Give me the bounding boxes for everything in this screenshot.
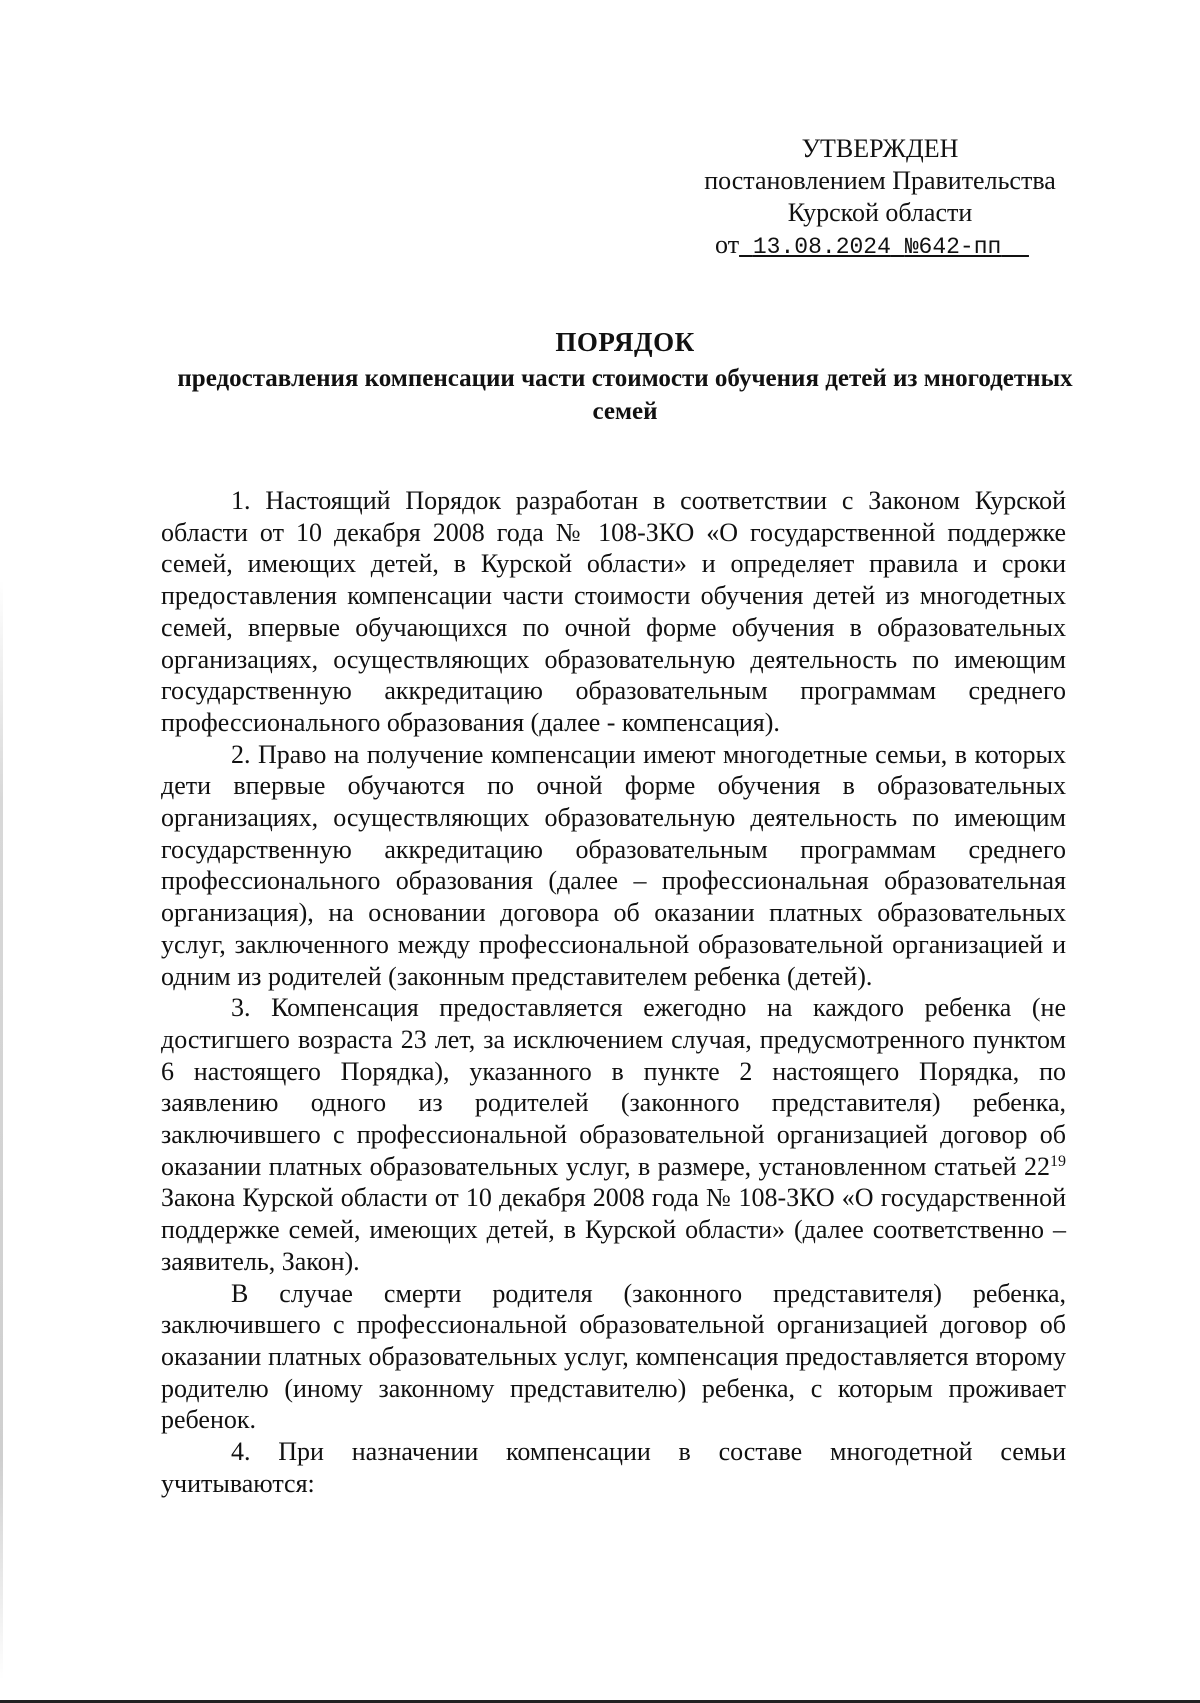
approval-stamp-block (660, 133, 1100, 263)
approval-date: 13.08.2024 (752, 234, 891, 260)
approval-by-line-2: Курской области (787, 198, 973, 227)
paragraph-1: 1. Настоящий Порядок разработан в соответствии с Законом Курской области от 10 декабря 2008 года № 108-ЗКО «О государственной поддержке семей, имеющих детей, в Курской области» и определяет правила и сроки предоставления компенсации части стоимости обучения детей из многодетных семей, впервые обучающихся по очной форме обучения в образовательных организациях, осуществляющих образовательную деятельность по имеющим государственную аккредитацию образовательным программам среднего профессионального образования (далее - компенсация). (161, 486, 1066, 737)
paragraph-4: В случае смерти родителя (законного представителя) ребенка, заключившего с профессиональной образовательной организацией договор об оказании платных образовательных услуг, компенсация предоставляется второму родителю (иному законному представителю) ребенка, с которым проживает ребенок. (161, 1278, 1066, 1435)
document-title: ПОРЯДОК (555, 327, 695, 357)
paragraph-3: 3. Компенсация предоставляется ежегодно на каждого ребенка (не достигшего возраста 23 лет, за исключением случая, предусмотренного пунктом 6 настоящего Порядка), указанного в пункте 2 настоящего Порядка, по заявлению одного из родителей (законного представителя) ребенка, заключившего с профессиональной образовательной организацией договор об оказании платных образовательных услуг, в размере, установленном статьей $22^{19}$ Закона Курской области от 10 декабря 2008 года № 108-ЗКО «О государственной поддержке семей, имеющих детей, в Курской области» (далее соответственно – заявитель, Закон). (161, 993, 1066, 1276)
approval-number: №642-пп (904, 234, 1002, 260)
article-reference: $22^{19}$ (1024, 1151, 1066, 1181)
scan-edge-left (0, 580, 3, 1680)
paragraph-5: 4. При назначении компенсации в составе многодетной семьи учитываются: (161, 1437, 1066, 1498)
document-subtitle: предоставления компенсации части стоимости обучения детей из многодетных семей (177, 365, 1073, 425)
approval-status: УТВЕРЖДЕН (801, 134, 959, 163)
document-body (161, 485, 1066, 1500)
document-title-block (160, 324, 1090, 428)
approval-by-line-1: постановлением Правительства (704, 166, 1056, 195)
paragraph-2: 2. Право на получение компенсации имеют многодетные семьи, в которых дети впервые обучаются по очной форме обучения в образовательных организациях, осуществляющих образовательную деятельность по имеющим государственную аккредитацию образовательным программам среднего профессионального образования (далее – профессиональная образовательная организация), на основании договора об оказании платных образовательных услуг, заключенного между профессиональной образовательной организацией и одним из родителей (законным представителем ребенка (детей). (161, 739, 1066, 991)
approval-date-line (652, 229, 1092, 263)
approval-date-prefix: от (715, 230, 740, 259)
